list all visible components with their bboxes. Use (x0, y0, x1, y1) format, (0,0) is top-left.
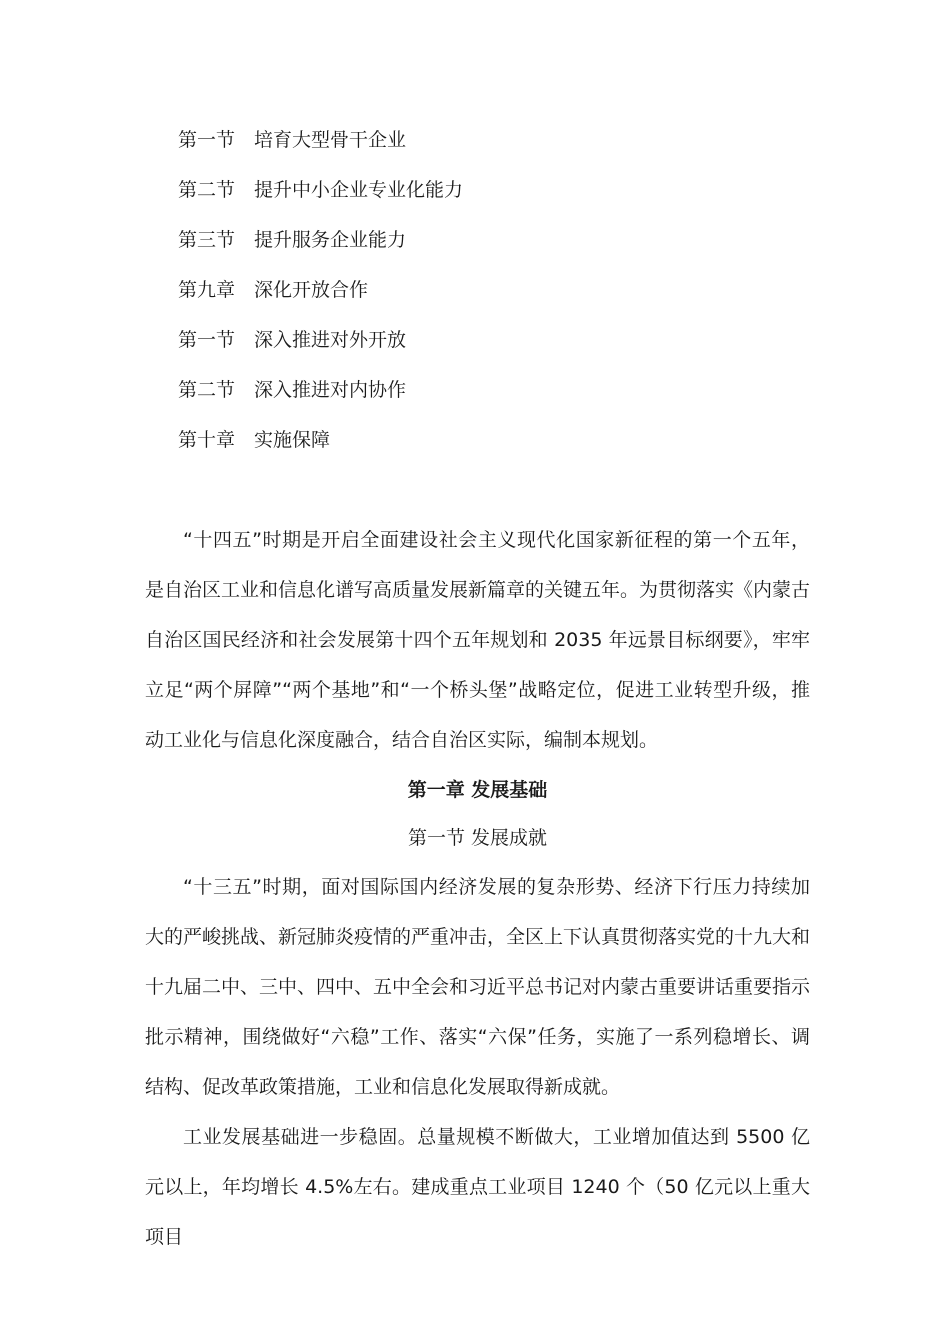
toc-item-title: 提升服务企业能力 (254, 229, 407, 251)
intro-section (145, 515, 810, 765)
toc-item-title: 深入推进对外开放 (254, 329, 407, 351)
toc-item (178, 272, 818, 322)
body-paragraph: “十三五”时期，面对国际国内经济发展的复杂形势、经济下行压力持续加大的严峻挑战、新冠肺炎疫情的严重冲击，全区上下认真贯彻落实党的十九大和十九届二中、三中、四中、五中全会和习近平总书记对内蒙古重要讲话重要指示批示精神，围绕做好“六稳”工作、落实“六保”任务，实施了一系列稳增长、调结构、促改革政策措施，工业和信息化发展取得新成就。 (145, 876, 811, 1098)
toc-item-title: 提升中小企业专业化能力 (254, 179, 464, 201)
toc-item (178, 322, 818, 372)
toc-item-number: 第九章 (178, 279, 236, 301)
toc-item-number: 第一节 (178, 129, 236, 151)
toc-item (178, 222, 818, 272)
toc-item-number: 第二节 (178, 179, 236, 201)
toc-item-number: 第二节 (178, 379, 236, 401)
chapter-title: 第一章 发展基础 (407, 779, 548, 801)
toc-item-title: 培育大型骨干企业 (254, 129, 407, 151)
toc-item (178, 172, 818, 222)
toc-item (178, 122, 818, 172)
toc-item-number: 第十章 (178, 429, 236, 451)
toc-item-title: 实施保障 (254, 429, 331, 451)
toc-item (178, 422, 818, 472)
toc-item-title: 深入推进对内协作 (254, 379, 407, 401)
table-of-contents (178, 122, 818, 472)
toc-item-title: 深化开放合作 (254, 279, 369, 301)
toc-item-number: 第一节 (178, 329, 236, 351)
body-paragraph: 工业发展基础进一步稳固。总量规模不断做大，工业增加值达到 5500 亿元以上，年均增长 4.5%左右。建成重点工业项目 1240 个（50 亿元以上重大项目 (145, 1126, 810, 1248)
intro-paragraph: “十四五”时期是开启全面建设社会主义现代化国家新征程的第一个五年，是自治区工业和信息化谱写高质量发展新篇章的关键五年。为贯彻落实《内蒙古自治区国民经济和社会发展第十四个五年规划和 2035 年远景目标纲要》，牢牢立足“两个屏障”“两个基地”和“一个桥头堡”战略定位，促进工业转型升级，推动工业化与信息化深度融合，结合自治区实际，编制本规划。 (145, 529, 811, 751)
toc-item (178, 372, 818, 422)
section-title: 第一节 发展成就 (407, 827, 548, 849)
section-body (145, 862, 810, 1262)
toc-item-number: 第三节 (178, 229, 236, 251)
